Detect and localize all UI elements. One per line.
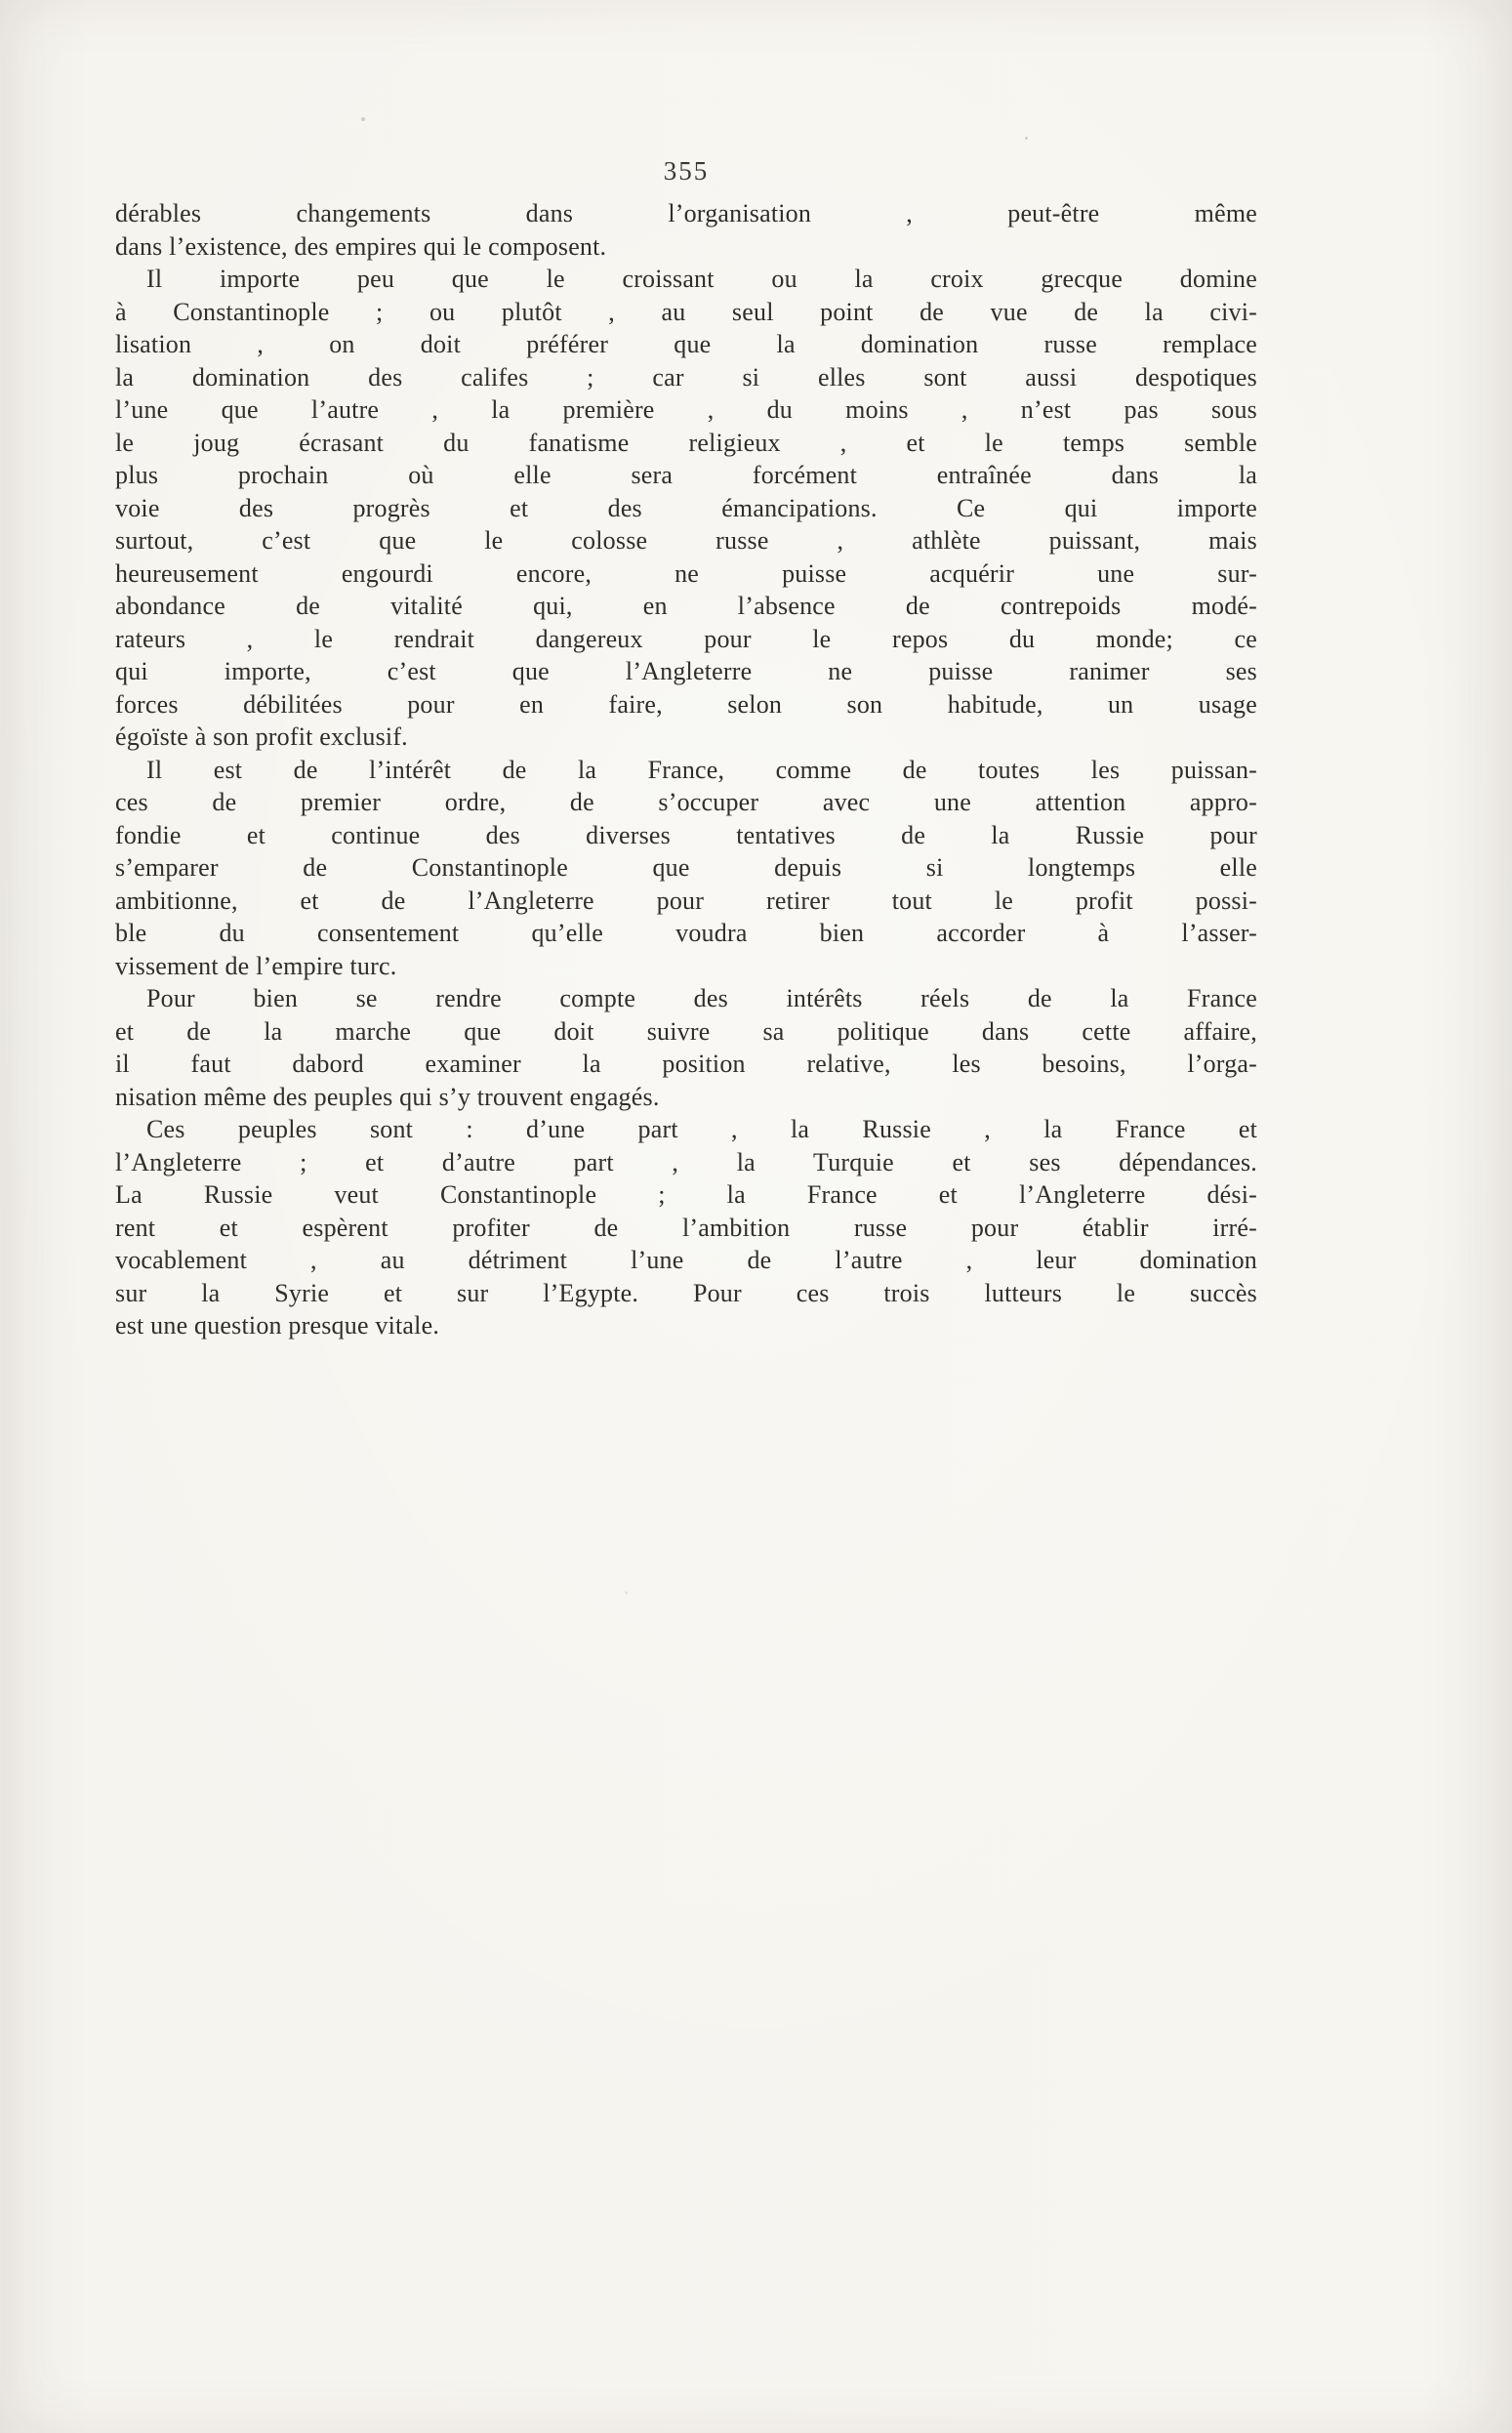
text-line: qui importe, c’est que l’Angleterre ne puisse ranimer ses	[115, 657, 1257, 685]
text-line: abondance de vitalité qui, en l’absence de contrepoids modé-	[115, 592, 1257, 620]
text-line: La Russie veut Constantinople ; la France et l’Angleterre dési-	[115, 1180, 1257, 1209]
scan-speck	[625, 1591, 628, 1594]
text-line: plus prochain où elle sera forcément entraînée dans la	[115, 461, 1257, 489]
text-line: lisation , on doit préférer que la domination russe remplace	[115, 330, 1257, 358]
text-line: vocablement , au détriment l’une de l’autre , leur domination	[115, 1246, 1257, 1274]
paragraph	[115, 263, 1257, 754]
text-line: sur la Syrie et sur l’Egypte. Pour ces trois lutteurs le succès	[115, 1278, 1257, 1307]
text-line: à Constantinople ; ou plutôt , au seul point de vue de la civi-	[115, 297, 1257, 326]
paragraph	[115, 1113, 1257, 1342]
text-line: nisation même des peuples qui s’y trouvent engagés.	[115, 1082, 660, 1111]
text-line: surtout, c’est que le colosse russe , athlète puissant, mais	[115, 526, 1257, 555]
text-line: vissement de l’empire turc.	[115, 951, 397, 980]
page-number: 355	[663, 156, 710, 186]
text-line: forces débilitées pour en faire, selon son habitude, un usage	[115, 689, 1257, 719]
text-line: rateurs , le rendrait dangereux pour le repos du monde; ce	[115, 624, 1257, 653]
text-line: la domination des califes ; car si elles sont aussi despotiques	[115, 362, 1257, 392]
text-block	[115, 197, 1257, 1342]
text-line: il faut dabord examiner la position relative, les besoins, l’orga-	[115, 1050, 1257, 1078]
text-line: dérables changements dans l’organisation , peut-être même	[115, 199, 1257, 227]
text-line: ces de premier ordre, de s’occuper avec une attention appro-	[115, 788, 1257, 816]
text-line: égoïste à son profit exclusif.	[115, 722, 408, 751]
text-line: et de la marche que doit suivre sa politique dans cette affaire,	[115, 1016, 1257, 1046]
text-line: le joug écrasant du fanatisme religieux , et le temps semble	[115, 428, 1257, 457]
text-line: dans l’existence, des empires qui le composent.	[115, 231, 607, 261]
text-line: l’Angleterre ; et d’autre part , la Turquie et ses dépendances.	[115, 1147, 1257, 1176]
paragraph	[115, 982, 1257, 1113]
text-line: Il importe peu que le croissant ou la croix grecque domine	[146, 265, 1257, 293]
paragraph	[115, 754, 1257, 983]
text-line: est une question presque vitale.	[115, 1311, 440, 1340]
scan-speck	[1025, 137, 1028, 140]
text-line: s’emparer de Constantinople que depuis si longtemps elle	[115, 853, 1257, 882]
text-line: Pour bien se rendre compte des intérêts réels de la France	[146, 984, 1257, 1012]
scan-speck	[361, 117, 365, 121]
text-line: heureusement engourdi encore, ne puisse acquérir une sur-	[115, 558, 1257, 588]
text-line: ble du consentement qu’elle voudra bien accorder à l’asser-	[115, 919, 1257, 947]
text-line: ambitionne, et de l’Angleterre pour retirer tout le profit possi-	[115, 886, 1257, 915]
text-line: rent et espèrent profiter de l’ambition russe pour établir irré-	[115, 1213, 1257, 1242]
text-line: Ces peuples sont : d’une part , la Russie , la France et	[146, 1115, 1257, 1143]
text-line: Il est de l’intérêt de la France, comme de toutes les puissan-	[146, 755, 1257, 784]
text-line: fondie et continue des diverses tentatives de la Russie pour	[115, 820, 1257, 849]
text-line: voie des progrès et des émancipations. Ce qui importe	[115, 493, 1257, 522]
paragraph	[115, 197, 1257, 263]
text-line: l’une que l’autre , la première , du moins , n’est pas sous	[115, 395, 1257, 424]
